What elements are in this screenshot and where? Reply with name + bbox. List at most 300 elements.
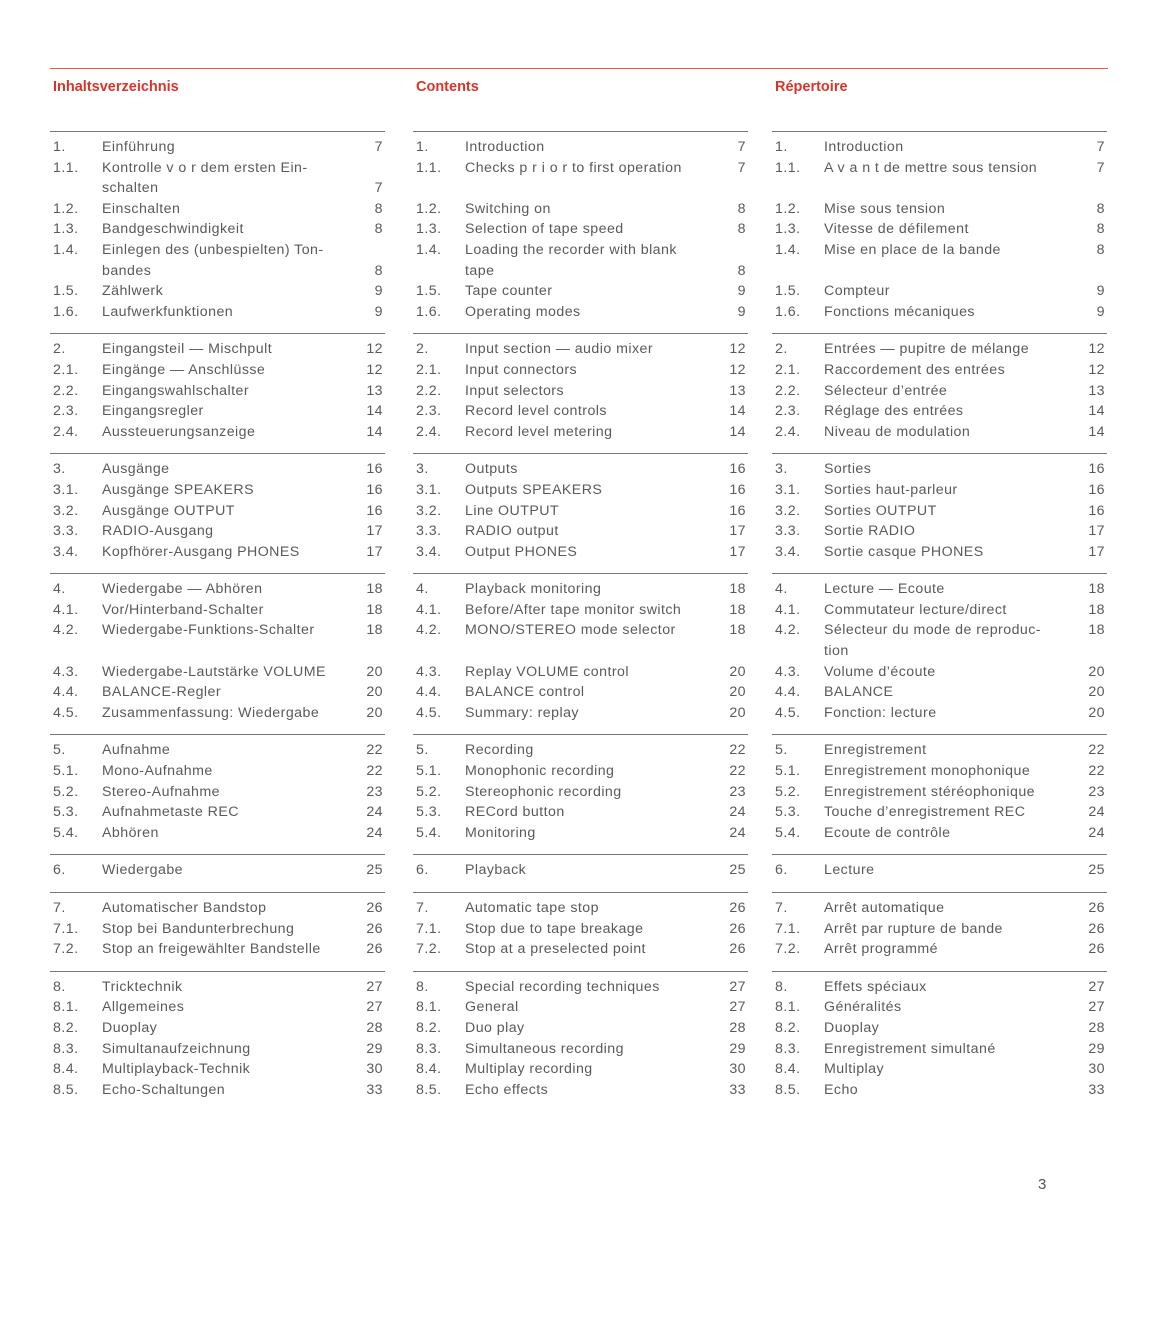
entry-page: 20 (1088, 663, 1105, 680)
entry-number: 1.3. (416, 221, 442, 238)
entry-number: 4.4. (416, 684, 442, 701)
entry-title: tion (824, 643, 849, 660)
entry-title: Stop an freigewählter Bandstelle (102, 941, 321, 958)
entry-page: 24 (729, 804, 746, 821)
entry-title: Ausgänge OUTPUT (102, 502, 235, 519)
entry-page: 29 (729, 1040, 746, 1057)
entry-page: 18 (366, 622, 383, 639)
toc-entry (413, 1080, 748, 1101)
toc-entry (772, 662, 1107, 683)
column-title: Répertoire (775, 79, 848, 95)
entry-page: 24 (366, 824, 383, 841)
entry-number: 8.1. (416, 999, 442, 1016)
entry-page: 26 (1088, 900, 1105, 916)
entry-page: 16 (729, 481, 746, 498)
entry-title: Abhören (102, 824, 159, 841)
entry-number: 5.2. (53, 783, 79, 800)
toc-entry (772, 521, 1107, 542)
entry-page: 20 (729, 663, 746, 680)
entry-number: 5.3. (416, 804, 442, 821)
entry-number: 2.4. (53, 423, 79, 440)
entry-number: 7. (775, 900, 788, 916)
entry-title: Stop due to tape breakage (465, 920, 644, 937)
entry-title: Stereophonic recording (465, 783, 622, 800)
toc-entry (413, 898, 748, 919)
toc-entry (50, 219, 385, 240)
entry-page: 24 (1088, 824, 1105, 841)
toc-entry (772, 459, 1107, 480)
entry-title: Eingangswahlschalter (102, 382, 250, 399)
entry-title: Volume d’écoute (824, 663, 936, 680)
entry-title: Ausgänge (102, 461, 170, 478)
entry-title: Wiedergabe — Abhören (102, 581, 263, 598)
toc-entry (50, 703, 385, 724)
toc-entry (772, 977, 1107, 998)
toc-section (413, 333, 748, 442)
toc-entry (413, 339, 748, 360)
toc-entry (413, 860, 748, 881)
entry-number: 4.1. (416, 601, 442, 618)
toc-entry (413, 1059, 748, 1080)
entry-number: 8.4. (416, 1061, 442, 1078)
toc-entry (772, 199, 1107, 220)
entry-page: 20 (366, 663, 383, 680)
spacer (413, 178, 748, 199)
toc-section (413, 854, 748, 881)
entry-number: 8.5. (416, 1081, 442, 1098)
entry-number: 3.3. (53, 523, 79, 540)
toc-entry (772, 703, 1107, 724)
entry-number: 7.1. (775, 920, 801, 937)
entry-title: Aussteuerungsanzeige (102, 423, 256, 440)
entry-number: 3.3. (416, 523, 442, 540)
entry-number: 4.5. (53, 704, 79, 721)
toc-entry (50, 281, 385, 302)
entry-page: 12 (1088, 361, 1105, 378)
toc-entry (772, 158, 1107, 179)
entry-page: 16 (366, 481, 383, 498)
entry-title: Automatischer Bandstop (102, 900, 267, 916)
toc-entry (772, 339, 1107, 360)
entry-page: 18 (729, 622, 746, 639)
toc-entry (50, 939, 385, 960)
entry-page: 17 (1088, 543, 1105, 560)
entry-title: Vitesse de défilement (824, 221, 969, 238)
entry-page: 30 (1088, 1061, 1105, 1078)
entry-title: Arrêt automatique (824, 900, 945, 916)
entry-page: 24 (1088, 804, 1105, 821)
toc-entry (50, 360, 385, 381)
toc-entry (772, 360, 1107, 381)
entry-page: 18 (366, 581, 383, 598)
entry-number: 8.3. (53, 1040, 79, 1057)
toc-entry (50, 1018, 385, 1039)
toc-entry (50, 542, 385, 563)
entry-page: 33 (1088, 1081, 1105, 1098)
toc-entry (413, 682, 748, 703)
entry-page: 8 (1096, 221, 1105, 238)
entry-title: Input section — audio mixer (465, 341, 654, 358)
toc-entry (413, 261, 748, 282)
entry-title: Enregistrement stéréophonique (824, 783, 1036, 800)
entry-page: 22 (1088, 742, 1105, 759)
entry-number: 5.4. (775, 824, 801, 841)
entry-title: Selection of tape speed (465, 221, 624, 238)
toc-entry (413, 381, 748, 402)
toc-entry (413, 158, 748, 179)
toc-entry (50, 997, 385, 1018)
entry-page: 8 (1096, 241, 1105, 258)
entry-page: 26 (366, 920, 383, 937)
entry-number: 2.2. (775, 382, 801, 399)
entry-number: 4.2. (53, 622, 79, 639)
entry-title: Echo effects (465, 1081, 549, 1098)
entry-number: 2.2. (53, 382, 79, 399)
toc-entry (772, 302, 1107, 323)
entry-page: 29 (1088, 1040, 1105, 1057)
toc-entry (413, 480, 748, 501)
entry-number: 5.1. (53, 763, 79, 780)
entry-number: 1.3. (775, 221, 801, 238)
entry-title: Sorties (824, 461, 872, 478)
entry-title: Checks p r i o r to first operation (465, 159, 682, 176)
entry-title: BALANCE (824, 684, 894, 701)
entry-page: 28 (1088, 1019, 1105, 1036)
entry-number: 8.4. (53, 1061, 79, 1078)
entry-page: 26 (729, 900, 746, 916)
toc-sections (772, 131, 1107, 1100)
entry-page: 29 (366, 1040, 383, 1057)
entry-page: 27 (729, 978, 746, 995)
entry-title: Sorties haut-parleur (824, 481, 958, 498)
entry-title: Simultaneous recording (465, 1040, 624, 1057)
entry-number: 1.2. (775, 200, 801, 217)
toc-entry (413, 240, 748, 261)
entry-title: Enregistrement monophonique (824, 763, 1031, 780)
entry-number: 4.2. (416, 622, 442, 639)
toc-entry (413, 997, 748, 1018)
entry-page: 22 (729, 742, 746, 759)
entry-number: 1. (53, 139, 66, 155)
toc-entry (50, 480, 385, 501)
entry-title: General (465, 999, 519, 1016)
toc-entry (413, 302, 748, 323)
entry-number: 2.2. (416, 382, 442, 399)
entry-title: Niveau de modulation (824, 423, 971, 440)
entry-page: 8 (737, 200, 746, 217)
toc-entry (772, 1018, 1107, 1039)
entry-number: 1.4. (775, 241, 801, 258)
entry-title: Eingangsregler (102, 403, 204, 420)
toc-entry (772, 740, 1107, 761)
entry-page: 16 (366, 461, 383, 478)
entry-page: 33 (729, 1081, 746, 1098)
entry-title: Einführung (102, 139, 176, 155)
entry-title: Duoplay (824, 1019, 880, 1036)
entry-page: 22 (1088, 763, 1105, 780)
toc-entry (413, 600, 748, 621)
entry-page: 12 (366, 361, 383, 378)
toc-section (413, 573, 748, 723)
toc-entry (50, 381, 385, 402)
entry-number: 1.5. (53, 283, 79, 300)
entry-page: 7 (1096, 159, 1105, 176)
entry-page: 8 (737, 221, 746, 238)
entry-title: Compteur (824, 283, 890, 300)
toc-section (50, 971, 385, 1101)
entry-title: Commutateur lecture/direct (824, 601, 1007, 618)
toc-section (50, 131, 385, 322)
toc-entry (50, 761, 385, 782)
entry-number: 7. (53, 900, 66, 916)
toc-entry (413, 802, 748, 823)
entry-number: 8.5. (775, 1081, 801, 1098)
entry-page: 14 (1088, 423, 1105, 440)
toc-entry (50, 302, 385, 323)
entry-number: 3.4. (775, 543, 801, 560)
entry-page: 14 (366, 403, 383, 420)
toc-entry (50, 137, 385, 158)
toc-entry (772, 422, 1107, 443)
entry-page: 25 (1088, 862, 1105, 879)
toc-entry (772, 401, 1107, 422)
entry-page: 13 (729, 382, 746, 399)
entry-title: Ausgänge SPEAKERS (102, 481, 254, 498)
entry-page: 14 (366, 423, 383, 440)
entry-page: 8 (374, 262, 383, 279)
entry-title: tape (465, 262, 495, 279)
toc-entry (50, 620, 385, 641)
entry-number: 5.1. (416, 763, 442, 780)
entry-title: Stop at a preselected point (465, 941, 646, 958)
entry-title: Stop bei Bandunterbrechung (102, 920, 295, 937)
entry-title: Summary: replay (465, 704, 579, 721)
entry-page: 17 (729, 523, 746, 540)
entry-number: 7.2. (775, 941, 801, 958)
toc-section (772, 573, 1107, 723)
toc-entry (50, 1059, 385, 1080)
entry-number: 3. (775, 461, 788, 478)
entry-title: A v a n t de mettre sous tension (824, 159, 1038, 176)
entry-page: 20 (1088, 684, 1105, 701)
entry-page: 25 (729, 862, 746, 879)
entry-number: 8.2. (775, 1019, 801, 1036)
page-number: 3 (1038, 1176, 1047, 1193)
entry-number: 3. (53, 461, 66, 478)
toc-section (50, 734, 385, 843)
toc-entry (772, 620, 1107, 641)
entry-number: 5.3. (53, 804, 79, 821)
toc-entry (413, 137, 748, 158)
toc-entry (413, 579, 748, 600)
entry-page: 28 (366, 1019, 383, 1036)
entry-number: 4. (775, 581, 788, 598)
toc-entry (50, 579, 385, 600)
entry-number: 3.2. (775, 502, 801, 519)
entry-number: 4.1. (53, 601, 79, 618)
entry-title: Sélecteur d’entrée (824, 382, 948, 399)
entry-number: 8. (775, 978, 788, 995)
entry-page: 16 (729, 461, 746, 478)
entry-page: 9 (374, 283, 383, 300)
toc-entry (50, 1080, 385, 1101)
entry-number: 6. (775, 862, 788, 879)
entry-number: 1.5. (775, 283, 801, 300)
entry-number: 8. (416, 978, 429, 995)
toc-entry (772, 898, 1107, 919)
toc-entry (50, 178, 385, 199)
entry-number: 3.1. (53, 481, 79, 498)
entry-page: 7 (374, 139, 383, 155)
entry-page: 16 (366, 502, 383, 519)
entry-number: 1.3. (53, 221, 79, 238)
entry-title: Einlegen des (unbespielten) Ton- (102, 241, 324, 258)
toc-entry (413, 782, 748, 803)
toc-entry (50, 662, 385, 683)
entry-number: 4.3. (416, 663, 442, 680)
toc-entry (413, 501, 748, 522)
entry-title: Tape counter (465, 283, 553, 300)
entry-page: 27 (729, 999, 746, 1016)
entry-page: 26 (729, 941, 746, 958)
entry-title: Kopfhörer-Ausgang PHONES (102, 543, 300, 560)
entry-page: 17 (1088, 523, 1105, 540)
entry-number: 2.4. (775, 423, 801, 440)
entry-number: 2.1. (53, 361, 79, 378)
entry-page: 27 (366, 978, 383, 995)
entry-page: 18 (1088, 581, 1105, 598)
entry-title: Touche d’enregistrement REC (824, 804, 1026, 821)
entry-number: 3.4. (416, 543, 442, 560)
entry-page: 26 (729, 920, 746, 937)
entry-title: Einschalten (102, 200, 181, 217)
entry-number: 2.3. (775, 403, 801, 420)
toc-entry (50, 898, 385, 919)
entry-title: Tricktechnik (102, 978, 183, 995)
entry-title: MONO/STEREO mode selector (465, 622, 676, 639)
entry-number: 1.2. (53, 200, 79, 217)
entry-title: Playback monitoring (465, 581, 602, 598)
entry-page: 17 (366, 543, 383, 560)
entry-title: Fonction: lecture (824, 704, 937, 721)
entry-number: 5.2. (775, 783, 801, 800)
entry-title: Lecture — Ecoute (824, 581, 945, 598)
toc-section (413, 892, 748, 960)
toc-entry (772, 682, 1107, 703)
entry-page: 27 (1088, 999, 1105, 1016)
entry-number: 6. (53, 862, 66, 879)
entry-page: 27 (366, 999, 383, 1016)
entry-number: 3.4. (53, 543, 79, 560)
toc-entry (772, 542, 1107, 563)
entry-number: 2.3. (53, 403, 79, 420)
entry-number: 5.1. (775, 763, 801, 780)
toc-section (772, 333, 1107, 442)
entry-number: 8.2. (416, 1019, 442, 1036)
entry-page: 20 (366, 684, 383, 701)
entry-title: Aufnahmetaste REC (102, 804, 239, 821)
entry-page: 14 (729, 403, 746, 420)
toc-entry (50, 977, 385, 998)
entry-number: 7.1. (53, 920, 79, 937)
toc-entry (50, 422, 385, 443)
entry-number: 2.3. (416, 403, 442, 420)
toc-entry (413, 740, 748, 761)
entry-number: 2.4. (416, 423, 442, 440)
entry-number: 3.2. (53, 502, 79, 519)
entry-page: 12 (729, 341, 746, 358)
toc-entry (50, 261, 385, 282)
entry-title: Record level controls (465, 403, 607, 420)
entry-page: 22 (366, 763, 383, 780)
toc-entry (413, 703, 748, 724)
toc-entry (413, 360, 748, 381)
toc-entry (772, 782, 1107, 803)
entry-page: 13 (1088, 382, 1105, 399)
entry-title: Playback (465, 862, 527, 879)
entry-number: 3. (416, 461, 429, 478)
entry-title: Enregistrement (824, 742, 927, 759)
entry-page: 9 (737, 283, 746, 300)
toc-entry (772, 137, 1107, 158)
entry-number: 5. (416, 742, 429, 759)
entry-page: 18 (729, 581, 746, 598)
entry-title: Mono-Aufnahme (102, 763, 213, 780)
entry-page: 23 (366, 783, 383, 800)
toc-entry (772, 860, 1107, 881)
top-rule (50, 68, 1108, 69)
toc-entry (772, 919, 1107, 940)
entry-page: 17 (366, 523, 383, 540)
entry-number: 4.5. (775, 704, 801, 721)
entry-title: Multiplayback-Technik (102, 1061, 251, 1078)
entry-title: Input connectors (465, 361, 578, 378)
entry-title: Sorties OUTPUT (824, 502, 937, 519)
entry-page: 26 (1088, 941, 1105, 958)
entry-page: 24 (366, 804, 383, 821)
entry-title: Mise en place de la bande (824, 241, 1001, 258)
entry-page: 23 (1088, 783, 1105, 800)
toc-entry (772, 501, 1107, 522)
toc-column-en (413, 76, 748, 1111)
entry-title: Fonctions mécaniques (824, 303, 975, 320)
entry-page: 12 (1088, 341, 1105, 358)
entry-number: 4.1. (775, 601, 801, 618)
entry-title: Recording (465, 742, 534, 759)
entry-number: 1. (416, 139, 429, 155)
toc-entry (413, 1039, 748, 1060)
entry-number: 1.6. (775, 303, 801, 320)
entry-page: 7 (374, 180, 383, 197)
entry-page: 7 (737, 159, 746, 176)
entry-page: 9 (1096, 303, 1105, 320)
entry-title: Automatic tape stop (465, 900, 599, 916)
entry-number: 7. (416, 900, 429, 916)
toc-entry (50, 740, 385, 761)
toc-entry (50, 1039, 385, 1060)
entry-page: 16 (729, 502, 746, 519)
entry-page: 22 (366, 742, 383, 759)
entry-page: 8 (374, 200, 383, 217)
entry-page: 18 (366, 601, 383, 618)
toc-entry (772, 381, 1107, 402)
entry-title: Zählwerk (102, 283, 164, 300)
entry-number: 8. (53, 978, 66, 995)
entry-title: Eingänge — Anschlüsse (102, 361, 266, 378)
entry-title: Monophonic recording (465, 763, 615, 780)
entry-page: 18 (1088, 601, 1105, 618)
entry-page: 14 (1088, 403, 1105, 420)
